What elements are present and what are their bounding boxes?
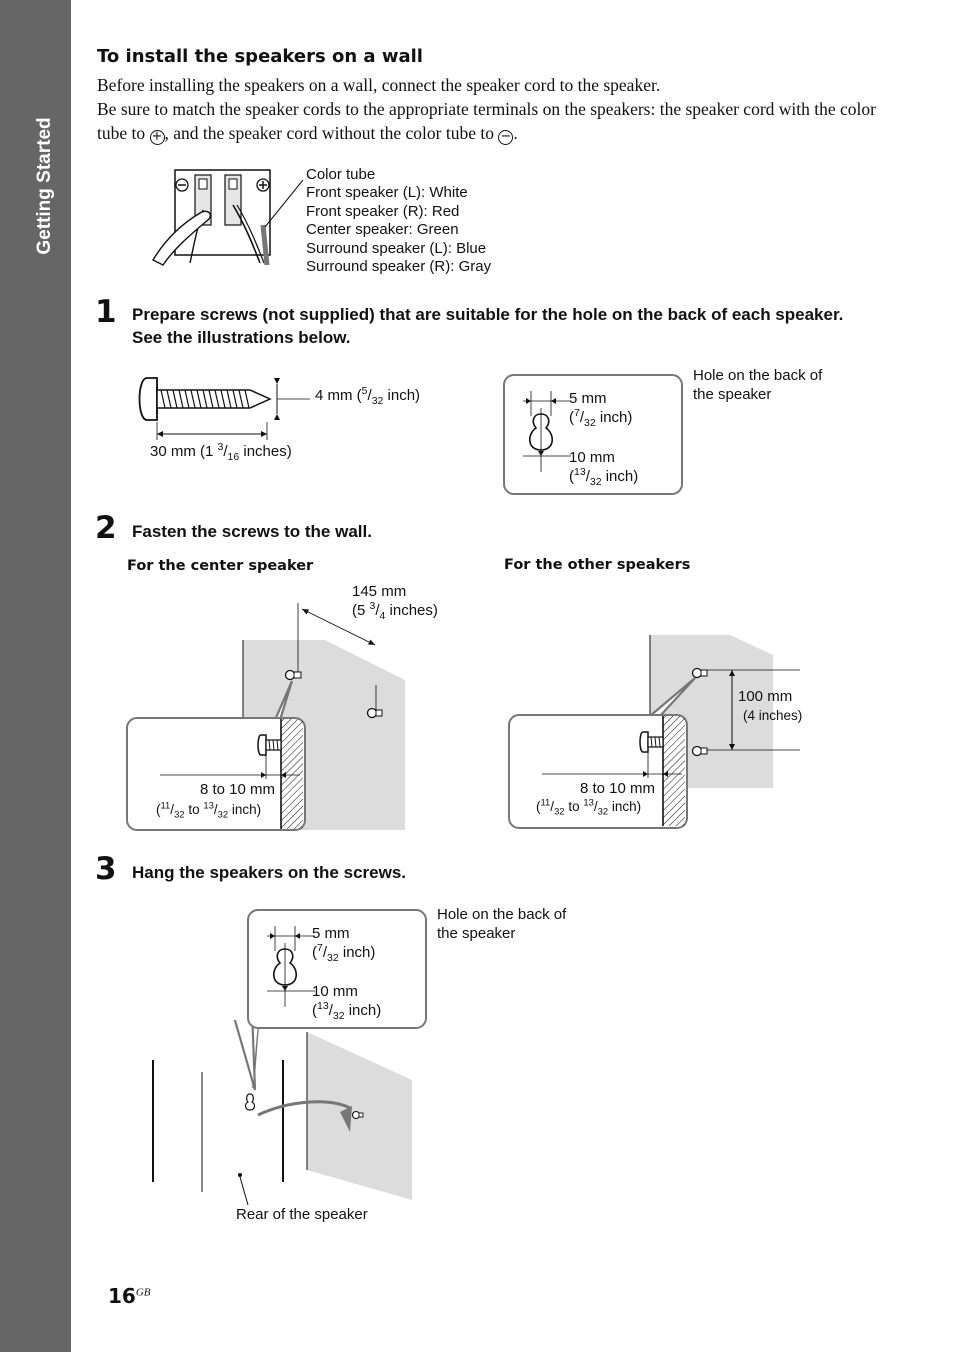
hole-width-label-step3: 5 mm ($^7/_{32}$ inch) (312, 925, 376, 964)
center-protrusion-in: ($^{11}/_{32}$ to $^{13}/_{32}$ inch) (156, 800, 262, 821)
center-spacing-label: 145 mm (5 $^3/_4$ inches) (352, 583, 438, 622)
center-speaker-callout (126, 717, 306, 831)
step-1-text (132, 303, 912, 349)
hole-height-label: 10 mm ($^{13}/_{32}$ inch) (569, 449, 639, 488)
step-2-number: 2 (95, 510, 117, 546)
color-tube-item: Front speaker (R): Red (306, 202, 460, 220)
keyhole-icon (257, 921, 317, 1021)
screw-icon (368, 709, 383, 718)
rear-of-speaker-label: Rear of the speaker (236, 1206, 368, 1223)
keyhole-icon (513, 386, 573, 486)
hole-label-step1: Hole on the back of the speaker (693, 367, 823, 403)
center-speaker-heading: For the center speaker (127, 558, 314, 574)
step-2-text: Fasten the screws to the wall. (132, 522, 372, 541)
other-protrusion-in: ($^{11}/_{32}$ to $^{13}/_{32}$ inch) (536, 797, 642, 818)
other-spacing-in: (4 inches) (743, 708, 803, 723)
hole-label-step3: Hole on the back of the speaker (437, 906, 567, 942)
keyhole-icon (246, 1094, 255, 1110)
color-tube-legend (306, 166, 491, 276)
screw-icon (693, 669, 708, 678)
color-tube-item: Surround speaker (R): Gray (306, 258, 492, 276)
other-speakers-callout (508, 714, 688, 829)
screw-diameter-label: 4 mm ($^5/_{32}$ inch) (315, 385, 421, 407)
step-3-text: Hang the speakers on the screws. (132, 863, 406, 882)
other-speakers-heading: For the other speakers (504, 557, 691, 573)
sidebar-tab-label: Getting Started (34, 117, 55, 255)
hole-height-label-step3: 10 mm ($^{13}/_{32}$ inch) (312, 983, 382, 1022)
keyhole-callout (503, 374, 683, 495)
terminal-connection-illustration (145, 165, 305, 270)
other-protrusion-mm: 8 to 10 mm (580, 780, 656, 797)
intro-text (97, 73, 897, 145)
screw-length-label: 30 mm (1 $^3/_{16}$ inches) (150, 441, 292, 463)
step-1-number: 1 (95, 294, 117, 330)
color-tube-item: Center speaker: Green (306, 221, 459, 239)
section-title: To install the speakers on a wall (97, 46, 423, 67)
para2-part-c: . (513, 123, 518, 143)
para2-part-b: , and the speaker cord without the color tube to (164, 123, 494, 143)
page-number: $16^{GB}$ (108, 1284, 151, 1308)
screw-icon (286, 671, 302, 680)
page-suffix: GB (135, 1286, 151, 1299)
hang-speaker-illustration (140, 1020, 425, 1220)
step-1-line-1: Prepare screws (not supplied) that are suitable for the hole on the back of each speaker. (132, 305, 844, 324)
minus-terminal-icon: − (498, 130, 513, 145)
color-tube-item: Front speaker (L): White (306, 184, 468, 202)
intro-paragraph-1: Before installing the speakers on a wall, connect the speaker cord to the speaker. (97, 75, 661, 95)
center-protrusion-mm: 8 to 10 mm (200, 781, 276, 798)
hole-width-label: 5 mm ($^7/_{32}$ inch) (569, 390, 633, 429)
screw-illustration (135, 370, 310, 445)
color-tube-item: Surround speaker (L): Blue (306, 239, 487, 257)
color-tube-heading: Color tube (306, 166, 376, 183)
other-spacing-mm: 100 mm (738, 688, 793, 705)
screw-icon (353, 1112, 364, 1119)
screw-icon (693, 747, 708, 756)
plus-terminal-icon: + (150, 130, 165, 145)
sidebar-tab (0, 0, 71, 1352)
intro-paragraph-2 (97, 97, 897, 145)
step-1-line-2: See the illustrations below. (132, 328, 351, 347)
para2-part-a: Be sure to match the speaker cords to the appropriate terminals on the speakers: the speaker cord with the color tube to (97, 99, 876, 143)
step-3-number: 3 (95, 851, 117, 887)
keyhole-callout-step3 (247, 909, 427, 1029)
